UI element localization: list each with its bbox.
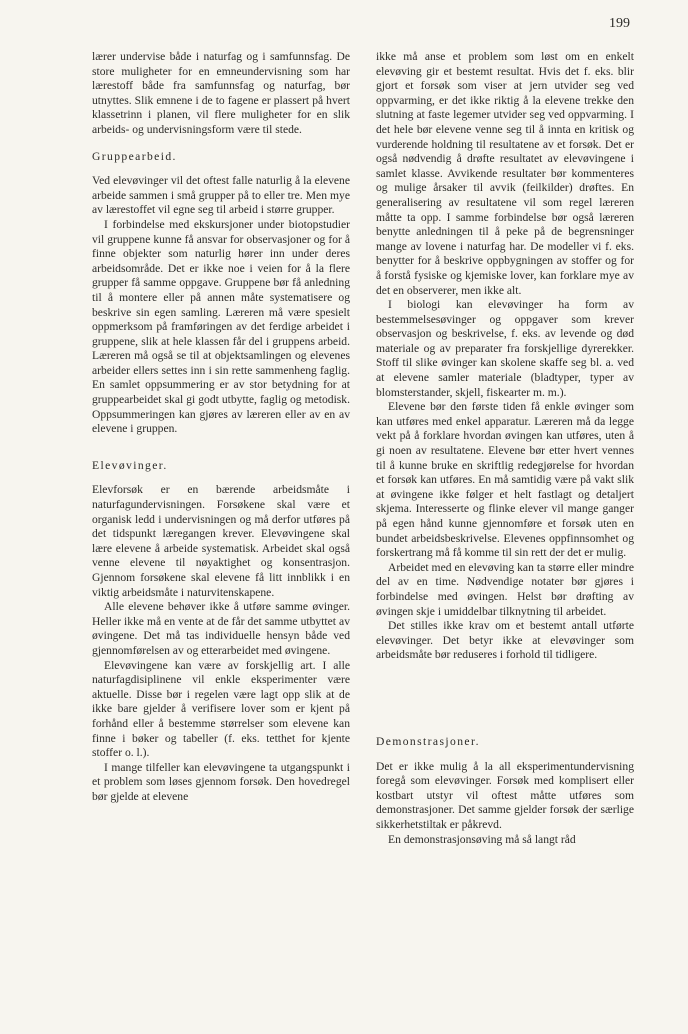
paragraph: I forbindelse med ekskursjoner under biotopstudier vil gruppene kunne få ansvar for observasjoner og for å finne objekter som naturlig hører inn under deres arbeidsområde. Det er ikke noe i veien for å la flere grupper få samme oppgave. Gruppene bør få anledning til å montere eller på annen måte systematisere og beskrive sin egen samling. Læreren må være spesielt oppmerksom på framføringen av det ferdige arbeidet i gruppene, slik at hele klassen får del i gruppens arbeid. Læreren må også se til at objektsamlingen og elevenes arbeider ellers settes inn i sin rette sammenheng faglig. En samlet oppsummering er av stor betydning for at gruppearbeidet skal gi godt utbytte, faglig og metodisk. Oppsummeringen kan gjøres av læreren eller av en av elevene i gruppen. bbox=[92, 217, 350, 436]
paragraph: Elevøvingene kan være av forskjellig art. I alle naturfagdisiplinene vil enkle eksperimenter være aktuelle. Disse bør i regelen være lagt opp slik at de ikke bare gjelder å verifisere lover som er kjent på forhånd eller å bestemme størrelser som elevene kan finne i bøker og tabeller (f. eks. tetthet for kjente stoffer o. l.). bbox=[92, 658, 350, 760]
paragraph: Det stilles ikke krav om et bestemt antall utførte elevøvinger. Det betyr ikke at elevøvinger som arbeidsmåte bør reduseres i forhold til tidligere. bbox=[376, 619, 634, 662]
right-column bbox=[376, 50, 634, 847]
paragraph: ikke må anse et problem som løst om en enkelt elevøving gir et bestemt resultat. Hvis det f. eks. blir gjort et forsøk som viser at jern utvider seg ved oppvarming, er det ikke riktig å la elevene trekke den slutning at faste legemer utvider seg ved oppvarming. I det hele bør elevene venne seg til å innta en kritisk og vurderende holdning til resultatene av et forsøk. Det er også nødvendig å drøfte resultatet av elevøvingene i samlet klasse. Avvikende resultater bør kommenteres og mulige årsaker til avvik (feilkilder) drøftes. En generalisering av resultatene vil som regel læreren måtte ta opp. I samme forbindelse bør også læreren benytte anledningen til å peke på de begrensninger mange av lovene i naturfag har. De modeller vi f. eks. benytter for å beskrive oppbygningen av stoffer og for å forstå fysiske og kjemiske lover, kan forklare mye av det en observerer, men ikke alt. bbox=[376, 50, 634, 297]
section-heading-elevovinger: Elevøvinger. bbox=[92, 458, 168, 472]
section-heading-demonstrasjoner: Demonstrasjoner. bbox=[376, 734, 480, 748]
paragraph: Elevene bør den første tiden få enkle øvinger som kan utføres med enkel apparatur. Læreren må da legge vekt på å forklare hvordan øvingen kan utføres, uten å gi noen av resultatene. Elevene bør etter hvert vennes til å kunne bruke en skriftlig redegjørelse for hvordan et forsøk kan utføres. En må samtidig være på vakt slik at øvingene ikke følger et helt fastlagt og detaljert skjema. Interesserte og flinke elever vil mange ganger på egen hånd kunne gjennomføre et forsøk uten en bundet arbeidsbeskrivelse. Elevenes oppfinnsomhet og forskertrang må få komme til sin rett der det er mulig. bbox=[376, 400, 634, 560]
spacer bbox=[376, 663, 634, 723]
paragraph: Elevforsøk er en bærende arbeidsmåte i naturfagundervisningen. Forsøkene skal være et organisk ledd i undervisningen og må derfor utføres på det tidspunkt læregangen krever. Elevøvingene skal lære elevene å arbeide systematisk. Arbeidet skal også venne elevene til nøyaktighet og konsentrasjon. Gjennom forsøkene skal elevene få litt innblikk i en viktig arbeidsmåte i naturvitenskapene. bbox=[92, 483, 350, 599]
left-column bbox=[92, 50, 350, 805]
paragraph: Ved elevøvinger vil det oftest falle naturlig å la elevene arbeide sammen i små grupper på to eller tre. Men mye av lærestoffet vil egne seg til arbeid i større grupper. bbox=[92, 174, 350, 217]
paragraph: Det er ikke mulig å la all eksperimentundervisning foregå som elevøvinger. Forsøk med komplisert eller kostbart utstyr vil oftest måtte utføres som demonstrasjoner. Det samme gjelder forsøk der særlige sikkerhetstiltak er påkrevd. bbox=[376, 759, 634, 831]
paragraph: I mange tilfeller kan elevøvingene ta utgangspunkt i et problem som løses gjennom forsøk. Den hovedregel bør gjelde at elevene bbox=[92, 760, 350, 803]
paragraph: lærer undervise både i naturfag og i samfunnsfag. De store muligheter for en emneundervisning som har lærestoff både fra samfunnsfag og naturfag, bør utnyttes. Slik emnene i de to fagene er plassert på hvert klassetrinn i planen, vil flere muligheter for en slik arbeids- og undervisningsform være til stede. bbox=[92, 50, 350, 136]
paragraph: En demonstrasjonsøving må så langt råd bbox=[388, 832, 576, 846]
page-number: 199 bbox=[609, 16, 630, 31]
section-heading-gruppearbeid: Gruppearbeid. bbox=[92, 149, 177, 163]
paragraph: I biologi kan elevøvinger ha form av bestemmelsesøvinger og oppgaver som krever observasjon og beskrivelse, f. eks. av levende og død materiale og av preparater fra forskjellige dyrerekker. Stoff til slike øvinger kan skolene skaffe seg bl. a. ved at elevene samler materiale (bladtyper, typer av blomsterstander, skjell, fiskearter m. m.). bbox=[376, 298, 634, 399]
paragraph: Arbeidet med en elevøving kan ta større eller mindre del av en time. Nødvendige notater bør gjøres i forbindelse med øvingen. Helst bør drøfting av øvingen skje i umiddelbar tilknytning til arbeidet. bbox=[376, 560, 634, 618]
paragraph: Alle elevene behøver ikke å utføre samme øvinger. Heller ikke må en vente at de får det samme utbyttet av øvingene. Det må tas individuelle hensyn både ved gjennomførelsen av og etterarbeidet med øvingene. bbox=[92, 600, 350, 657]
